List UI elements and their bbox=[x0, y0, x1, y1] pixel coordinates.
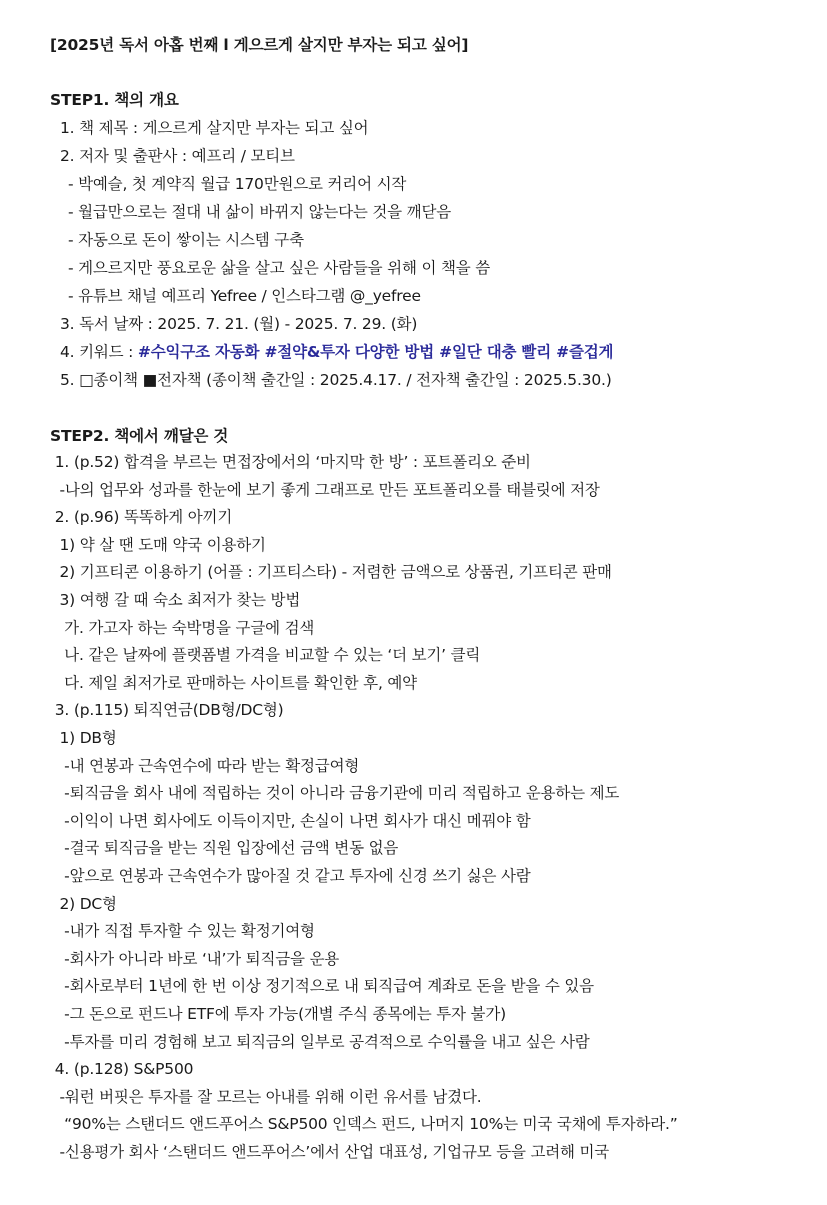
book-title-line: 1. 책 제목 : 게으르게 살지만 부자는 되고 싶어 bbox=[60, 119, 369, 137]
step2-line: -그 돈으로 펀드나 ETF에 투자 가능(개별 주식 종목에는 투자 불가) bbox=[50, 1005, 506, 1023]
step2-line: -결국 퇴직금을 받는 직원 입장에선 금액 변동 없음 bbox=[50, 839, 399, 858]
step2-line: -내 연봉과 근속연수에 따라 받는 확정급여형 bbox=[50, 756, 360, 775]
author-note: - 자동으로 돈이 쌓이는 시스템 구축 bbox=[68, 231, 304, 249]
step2-line: -퇴직금을 회사 내에 적립하는 것이 아니라 금융기관에 미리 적립하고 운용하는 제도 bbox=[50, 784, 620, 803]
step2-line: 1) DB형 bbox=[50, 729, 117, 747]
read-date-line: 3. 독서 날짜 : 2025. 7. 21. (월) - 2025. 7. 29. (화) bbox=[60, 315, 418, 333]
author-line: 2. 저자 및 출판사 : 예프리 / 모티브 bbox=[60, 147, 295, 165]
step2-line: -회사로부터 1년에 한 번 이상 정기적으로 내 퇴직급여 계좌로 돈을 받을 수 있음 bbox=[50, 977, 594, 996]
author-note: - 월급만으로는 절대 내 삶이 바뀌지 않는다는 것을 깨닫음 bbox=[68, 203, 451, 221]
step2-line: -나의 업무와 성과를 한눈에 보기 좋게 그래프로 만든 포트폴리오를 태블릿에 저장 bbox=[50, 480, 600, 499]
step2-line: 2) 기프티콘 이용하기 (어플 : 기프티스타) - 저렴한 금액으로 상품권, 기프티콘 판매 bbox=[50, 563, 612, 582]
step2-line: -워런 버핏은 투자를 잘 모르는 아내를 위해 이런 유서를 남겼다. bbox=[50, 1087, 482, 1106]
step2-line: 1. (p.52) 합격을 부르는 면접장에서의 ‘마지막 한 방’ : 포트폴리오 준비 bbox=[50, 453, 531, 471]
step1-heading: STEP1. 책의 개요 bbox=[50, 91, 179, 109]
step2-line: -내가 직접 투자할 수 있는 확정기여형 bbox=[50, 922, 315, 941]
format-line: 5. □종이책 ■전자책 (종이책 출간일 : 2025.4.17. / 전자책 출간일 : 2025.5.30.) bbox=[60, 371, 612, 389]
author-note: - 게으르지만 풍요로운 삶을 살고 싶은 사람들을 위해 이 책을 씀 bbox=[68, 259, 490, 277]
step2-line: “90%는 스탠더드 앤드푸어스 S&P500 인덱스 펀드, 나머지 10%는 미국 국채에 투자하라.” bbox=[50, 1115, 678, 1134]
keywords-line bbox=[60, 342, 613, 362]
step2-line: 2) DC형 bbox=[50, 894, 117, 913]
step2-line: 3. (p.115) 퇴직연금(DB형/DC형) bbox=[50, 701, 284, 720]
step2-line: -신용평가 회사 ‘스탠더드 앤드푸어스’에서 산업 대표성, 기업규모 등을 고려해 미국 bbox=[50, 1143, 610, 1161]
step2-line: 1) 약 살 땐 도매 약국 이용하기 bbox=[50, 535, 266, 554]
step2-line: 2. (p.96) 똑똑하게 아끼기 bbox=[50, 508, 233, 527]
step2-heading: STEP2. 책에서 깨달은 것 bbox=[50, 427, 229, 445]
step2-line: -투자를 미리 경험해 보고 퇴직금의 일부로 공격적으로 수익률을 내고 싶은 사람 bbox=[50, 1032, 590, 1051]
keywords-label: 4. 키워드 : bbox=[60, 343, 138, 361]
author-note: - 유튜브 채널 예프리 Yefree / 인스타그램 @_yefree bbox=[68, 287, 421, 305]
step2-line: 4. (p.128) S&P500 bbox=[50, 1060, 194, 1079]
step2-line: -이익이 나면 회사에도 이득이지만, 손실이 나면 회사가 대신 메꿔야 함 bbox=[50, 811, 531, 830]
author-note: - 박예슬, 첫 계약직 월급 170만원으로 커리어 시작 bbox=[68, 175, 407, 193]
step2-line: 다. 제일 최저가로 판매하는 사이트를 확인한 후, 예약 bbox=[50, 673, 417, 692]
step2-line: 3) 여행 갈 때 숙소 최저가 찾는 방법 bbox=[50, 591, 301, 609]
keywords-text: #수익구조 자동화 #절약&투자 다양한 방법 #일단 대충 빨리 #즐겁게 bbox=[137, 343, 614, 361]
document-title: [2025년 독서 아홉 번째 l 게으르게 살지만 부자는 되고 싶어] bbox=[50, 36, 469, 54]
step2-line: -회사가 아니라 바로 ‘내’가 퇴직금을 운용 bbox=[50, 949, 340, 968]
step2-line: 나. 같은 날짜에 플랫폼별 가격을 비교할 수 있는 ‘더 보기’ 클릭 bbox=[50, 646, 481, 665]
step2-line: 가. 가고자 하는 숙박명을 구글에 검색 bbox=[50, 618, 315, 637]
step2-line: -앞으로 연봉과 근속연수가 많아질 것 같고 투자에 신경 쓰기 싫은 사람 bbox=[50, 867, 531, 885]
